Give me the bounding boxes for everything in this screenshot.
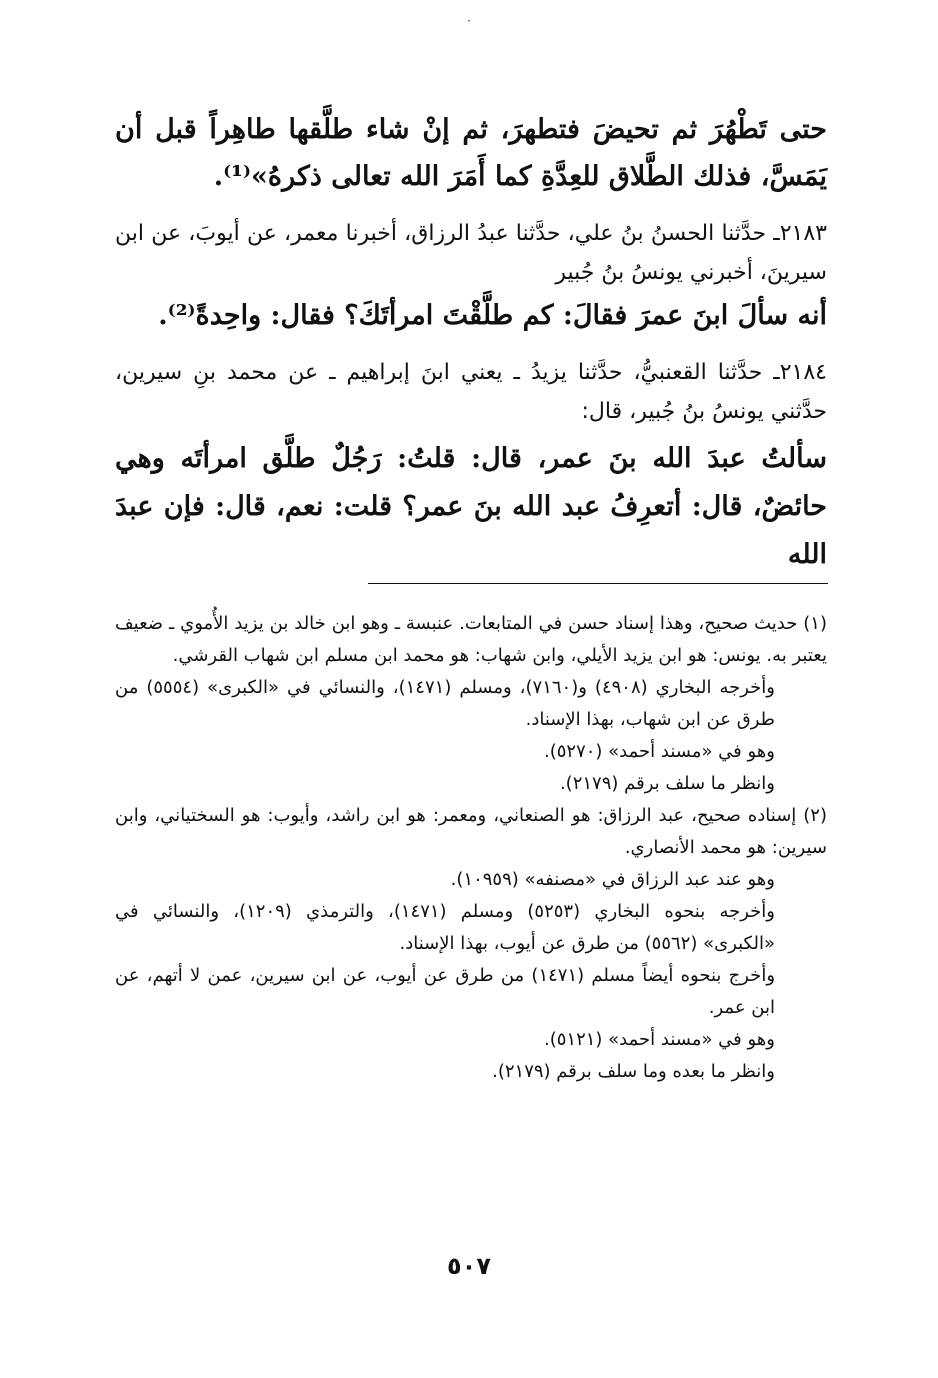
footnote-line: وهو في «مسند أحمد» (٥٢٧٠). — [543, 741, 775, 762]
hadith-isnad-2183: ٢١٨٣ـ حدَّثنا الحسنُ بنُ علي، حدَّثنا عبدُ الرزاق، أخبرنا معمر، عن أيوبَ، عن ابن سيرينَ، أخبرني يونسُ بنُ جُبير — [115, 221, 827, 285]
footnote-line: (٢) إسناده صحيح، عبد الرزاق: هو الصنعاني، ومعمر: هو ابن راشد، وأيوب: هو السختياني، وابن سيرين: هو محمد الأنصاري. — [115, 805, 827, 858]
footnote-divider — [368, 583, 828, 584]
hadith-matn-2182-end: حتى تَطْهُرَ ثم تحيضَ فتطهرَ، ثم إنْ شاء طلَّقها طاهِراً قبل أن يَمَسَّ، فذلك الطَّلاق للعِدَّةِ كما أَمَرَ الله تعالى ذكرهُ»⁽¹⁾. — [115, 114, 827, 192]
footnote-line: وأخرجه بنحوه البخاري (٥٢٥٣) ومسلم (١٤٧١)، والترمذي (١٢٠٩)، والنسائي في «الكبرى» (٥٥٦٢) من طرق عن أيوب، بهذا الإسناد. — [115, 901, 775, 954]
footnote-line: وانظر ما سلف برقم (٢١٧٩). — [559, 773, 775, 794]
hadith-isnad-2184: ٢١٨٤ـ حدَّثنا القعنبيُّ، حدَّثنا يزيدُ ـ يعني ابنَ إبراهيم ـ عن محمد بنِ سيرين، حدَّثني يونسُ بنُ جُبير، قال: — [115, 360, 827, 424]
footnotes — [115, 608, 827, 1088]
hadith-matn-2184: سألتُ عبدَ الله بنَ عمر، قال: قلتُ: رَجُلٌ طلَّق امرأتَه وهي حائضٌ، قال: أتعرِفُ عبد الله بنَ عمر؟ قلت: نعم، قال: فإن عبدَ الله — [115, 443, 827, 570]
hadith-matn-2183: أنه سألَ ابنَ عمرَ فقالَ: كم طلَّقْتَ امرأتَكَ؟ فقال: واحِدةً⁽²⁾. — [158, 300, 827, 331]
page-number: ٥٠٧ — [447, 1252, 491, 1280]
footnote-line: (١) حديث صحيح، وهذا إسناد حسن في المتابعات. عنبسة ـ وهو ابن خالد بن يزيد الأُموي ـ ضعيف يعتبر به. يونس: هو ابن يزيد الأيلي، وابن شهاب: هو محمد ابن مسلم ابن شهاب القرشي. — [115, 613, 827, 666]
footnote-line: وهو في «مسند أحمد» (٥١٢١). — [543, 1029, 775, 1050]
top-mark: · — [467, 14, 471, 28]
footnote-line: وانظر ما بعده وما سلف برقم (٢١٧٩). — [492, 1061, 775, 1082]
footnote-line: وهو عند عبد الرزاق في «مصنفه» (١٠٩٥٩). — [450, 869, 775, 890]
footnote-line: وأخرجه البخاري (٤٩٠٨) و(٧١٦٠)، ومسلم (١٤٧١)، والنسائي في «الكبرى» (٥٥٥٤) من طرق عن ابن شهاب، بهذا الإسناد. — [115, 677, 775, 730]
hadith-text-block — [115, 106, 827, 579]
footnote-line: وأخرج بنحوه أيضاً مسلم (١٤٧١) من طرق عن أيوب، عن ابن سيرين، عمن لا أتهم، عن ابن عمر. — [115, 965, 776, 1018]
